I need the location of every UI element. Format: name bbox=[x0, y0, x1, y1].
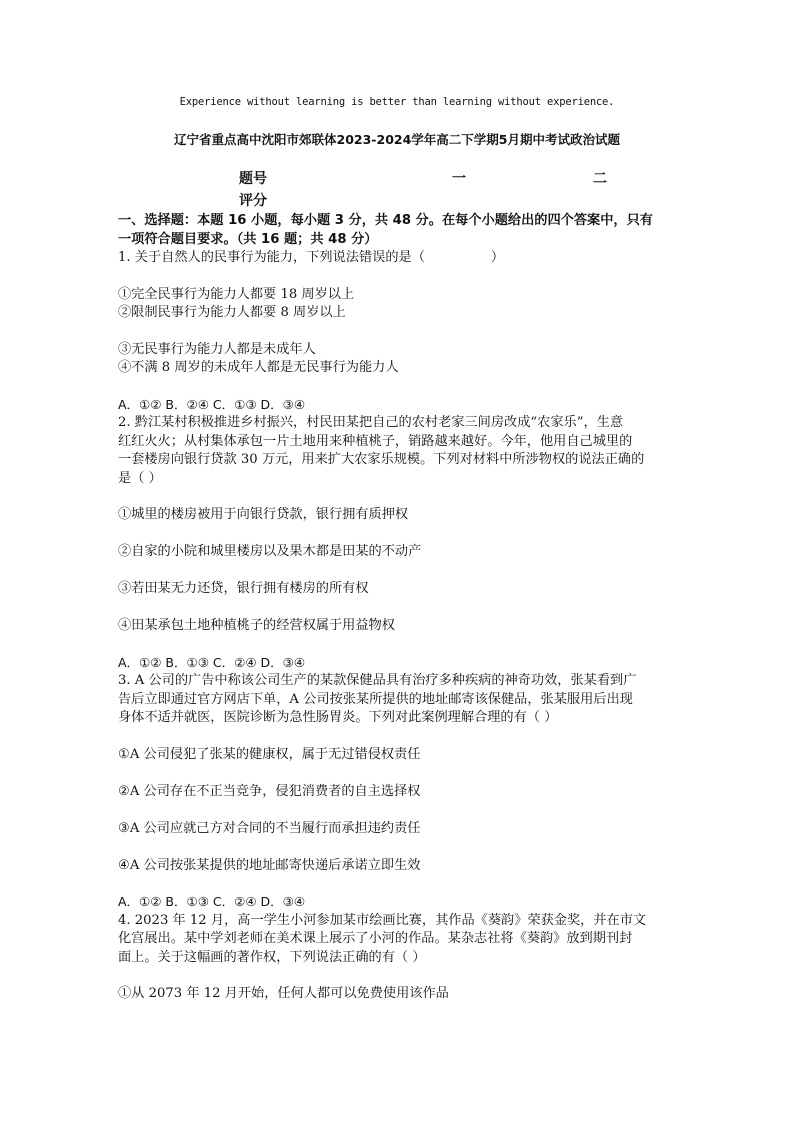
section-heading-line-1: 一、选择题：本题 16 小题，每小题 3 分，共 48 分。在每个小题给出的四个答案中，只有 bbox=[118, 213, 653, 228]
question-choices: A．①② B．①③ C．②④ D．③④ bbox=[118, 654, 306, 670]
question-item: ①完全民事行为能力人都要 18 周岁以上 bbox=[118, 286, 355, 302]
question-stem: 一套楼房向银行贷款 30 万元，用来扩大农家乐规模。下列对材料中所涉物权的说法正确的 bbox=[118, 452, 645, 467]
score-table-score-label: 评分 bbox=[239, 193, 267, 209]
question-item: ①A 公司侵犯了张某的健康权，属于无过错侵权责任 bbox=[118, 746, 421, 762]
page-title: 辽宁省重点高中沈阳市郊联体2023-2024学年高二下学期5月期中考试政治试题 bbox=[174, 132, 620, 147]
question-item: ①从 2073 年 12 月开始，任何人都可以免费使用该作品 bbox=[118, 986, 449, 1001]
question-stem: 1. 关于自然人的民事行为能力，下列说法错误的是（ ） bbox=[118, 250, 505, 265]
exam-content bbox=[118, 212, 678, 1004]
question-stem: 身体不适并就医，医院诊断为急性肠胃炎。下列对此案例理解合理的有（ ） bbox=[118, 710, 558, 725]
question-stem: 红红火火；从村集体承包一片土地用来种植桃子，销路越来越好。今年，他用自己城里的 bbox=[118, 433, 633, 449]
question-item: ②限制民事行为能力人都要 8 周岁以上 bbox=[118, 305, 346, 320]
question-stem: 4. 2023 年 12 月，高一学生小河参加某市绘画比赛，其作品《葵韵》荣获金奖，并在市文 bbox=[118, 912, 647, 928]
header-quote: Experience without learning is better than learning without experience. bbox=[179, 96, 615, 108]
question-item: ④不满 8 周岁的未成年人都是无民事行为能力人 bbox=[118, 360, 399, 375]
question-1 bbox=[118, 249, 678, 414]
question-item: ②自家的小院和城里楼房以及果木都是田某的不动产 bbox=[118, 544, 422, 559]
question-choices: A．①② B．①③ C．②④ D．③④ bbox=[118, 894, 306, 909]
question-stem: 化宫展出。某中学刘老师在美术课上展示了小河的作品。某杂志社将《葵韵》放到期刊封 bbox=[118, 931, 633, 946]
section-heading-line-2: 一项符合题目要求。（共 16 题；共 48 分） bbox=[118, 231, 378, 247]
question-item: ④田某承包土地种植桃子的经营权属于用益物权 bbox=[118, 618, 395, 633]
question-item: ①城里的楼房被用于向银行贷款，银行拥有质押权 bbox=[118, 507, 409, 522]
question-item: ③无民事行为能力人都是未成年人 bbox=[118, 341, 316, 357]
question-stem: 2. 黔江某村积极推进乡村振兴，村民田某把自己的农村老家三间房改成“农家乐”，生意 bbox=[118, 415, 624, 430]
score-table-header-label: 题号 bbox=[239, 171, 267, 187]
question-item: ③A 公司应就己方对合同的不当履行而承担违约责任 bbox=[118, 820, 421, 836]
question-2 bbox=[118, 414, 678, 672]
question-stem: 3. A 公司的广告中称该公司生产的某款保健品具有治疗多种疾病的神奇功效，张某看到广 bbox=[118, 673, 637, 688]
question-item: ④A 公司按张某提供的地址邮寄快递后承诺立即生效 bbox=[118, 857, 421, 873]
question-stem: 告后立即通过官方网店下单，A 公司按张某所提供的地址邮寄该保健品，张某服用后出现 bbox=[118, 691, 633, 707]
question-4 bbox=[118, 912, 678, 1004]
score-table-col-1: 一 bbox=[452, 171, 466, 187]
question-stem: 面上。关于这幅画的著作权，下列说法正确的有（ ） bbox=[118, 949, 426, 965]
question-stem: 是（ ） bbox=[118, 470, 162, 486]
question-item: ②A 公司存在不正当竞争，侵犯消费者的自主选择权 bbox=[118, 783, 421, 799]
score-table-col-2: 二 bbox=[593, 171, 607, 187]
question-item: ③若田某无力还贷，银行拥有楼房的所有权 bbox=[118, 581, 369, 596]
question-3 bbox=[118, 672, 678, 912]
question-choices: A．①② B．②④ C．①③ D．③④ bbox=[118, 396, 306, 412]
